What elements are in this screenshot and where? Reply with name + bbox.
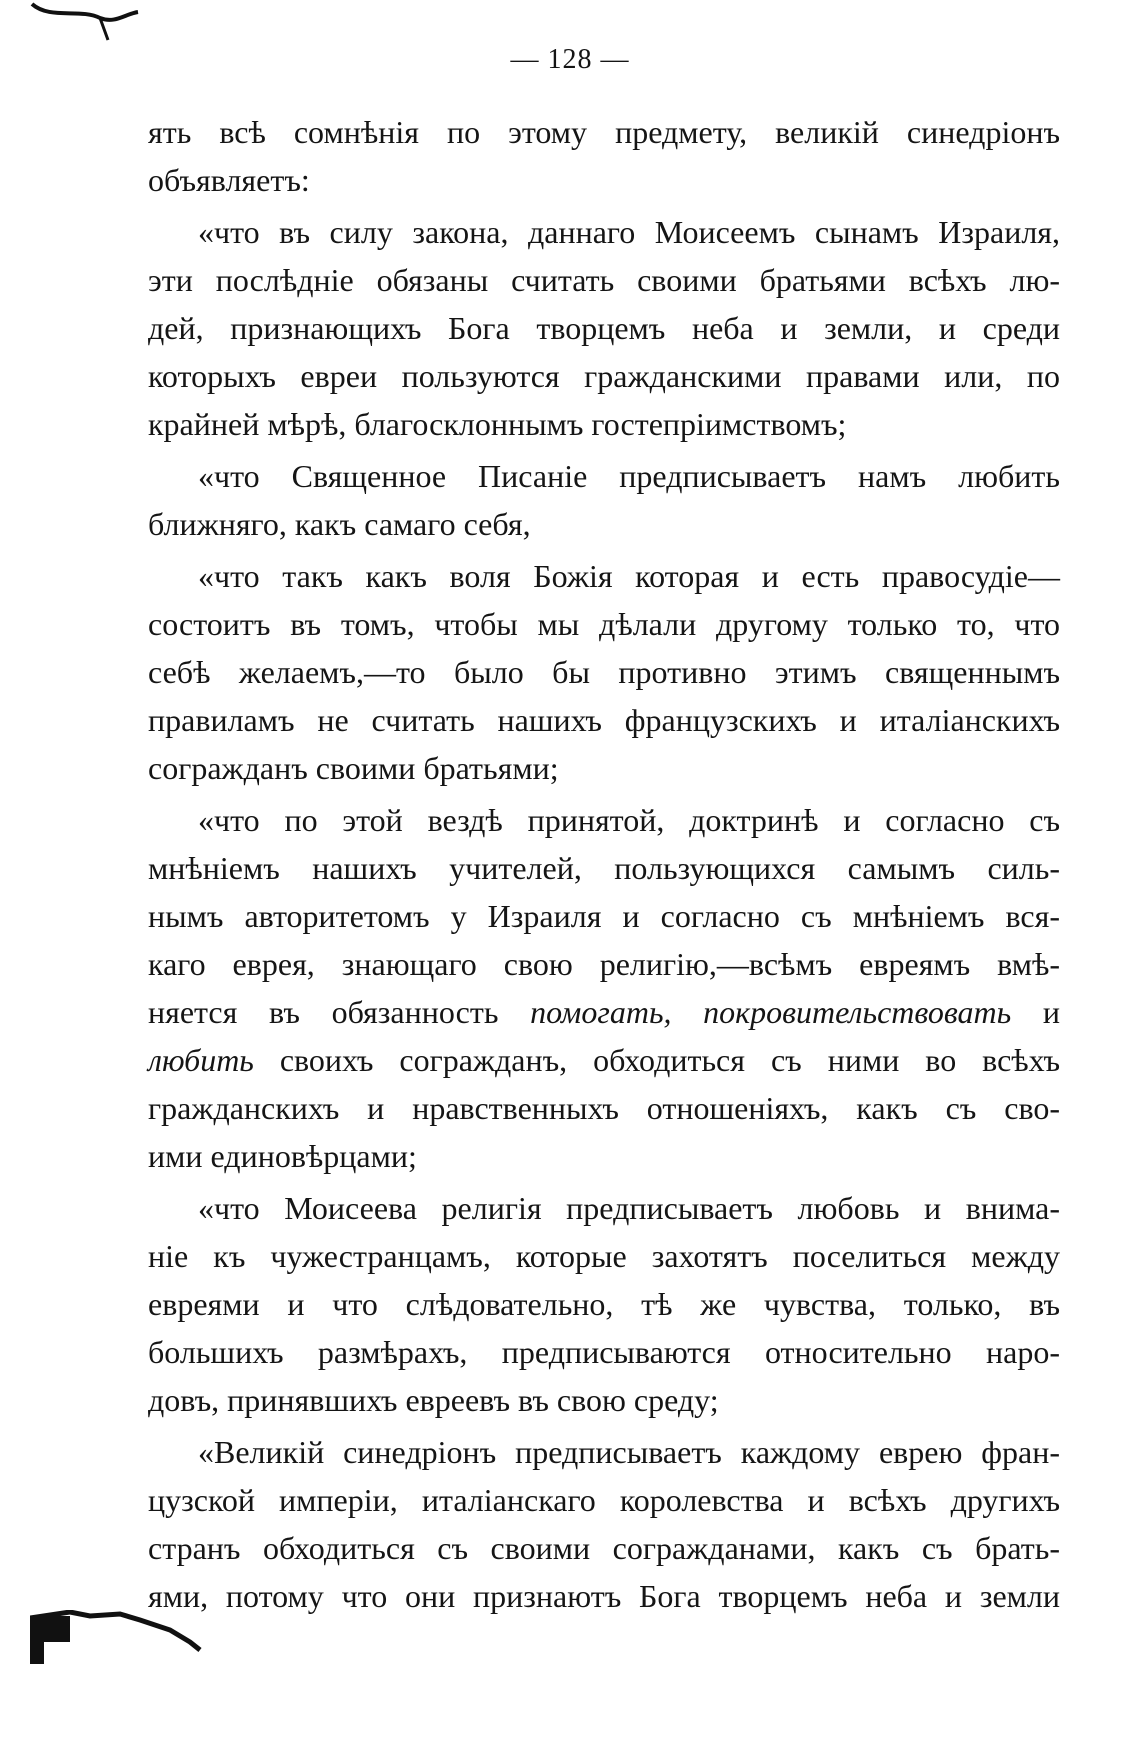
text-block <box>148 108 1060 1620</box>
text-line: нымъ авторитетомъ у Израиля и согласно съ мнѣніемъ вся- <box>148 898 1060 934</box>
text-segment: и <box>1011 994 1061 1030</box>
emphasized-text: помогать, покровительствовать <box>530 994 1012 1030</box>
text-line: ять всѣ сомнѣнія по этому предмету, великій синедріонъ <box>148 114 1060 150</box>
scan-smudge-top-left <box>30 0 140 50</box>
paragraph <box>148 1184 1060 1424</box>
text-line: ніе къ чужестранцамъ, которые захотятъ поселиться между <box>148 1238 1060 1274</box>
paragraph <box>148 552 1060 792</box>
paragraph <box>148 208 1060 448</box>
text-line: странъ обходиться съ своими согражданами, какъ съ брать- <box>148 1530 1060 1566</box>
text-line: эти послѣдніе обязаны считать своими братьями всѣхъ лю- <box>148 262 1060 298</box>
text-segment: няется въ обязанность <box>148 994 531 1030</box>
paragraph <box>148 796 1060 1180</box>
scan-smudge-bottom-left <box>30 1610 210 1670</box>
text-line: «что Моисеева религія предписываетъ любовь и внима- <box>198 1190 1060 1226</box>
text-line: «что Священное Писаніе предписываетъ намъ любить <box>198 458 1060 494</box>
text-line: «что такъ какъ воля Божія которая и есть правосудіе— <box>198 558 1060 594</box>
paragraph <box>148 452 1060 548</box>
text-line: объявляетъ: <box>148 162 310 198</box>
text-line: «Великій синедріонъ предписываетъ каждому еврею фран- <box>198 1434 1060 1470</box>
text-line: гражданскихъ и нравственныхъ отношеніяхъ, какъ съ сво- <box>148 1090 1060 1126</box>
text-line: цузской имперіи, италіанскаго королевства и всѣхъ другихъ <box>148 1482 1060 1518</box>
text-segment: своихъ согражданъ, обходиться съ ними во всѣхъ <box>253 1042 1060 1078</box>
text-line <box>148 988 1060 1036</box>
text-line: дей, признающихъ Бога творцемъ неба и земли, и среди <box>148 310 1060 346</box>
paragraph <box>148 1428 1060 1620</box>
text-line: себѣ желаемъ,—то было бы противно этимъ священнымъ <box>148 654 1060 690</box>
text-line: согражданъ своими братьями; <box>148 750 559 786</box>
text-line: «что въ силу закона, даннаго Моисеемъ сынамъ Израиля, <box>198 214 1060 250</box>
text-line: евреями и что слѣдовательно, тѣ же чувства, только, въ <box>148 1286 1060 1322</box>
page-number: — 128 — <box>510 44 630 75</box>
paragraph <box>148 108 1060 204</box>
text-line: большихъ размѣрахъ, предписываются относительно наро- <box>148 1334 1060 1370</box>
text-line <box>148 1036 1060 1084</box>
text-line: каго еврея, знающаго свою религію,—всѣмъ евреямъ вмѣ- <box>148 946 1060 982</box>
text-line: правиламъ не считать нашихъ французскихъ и италіанскихъ <box>148 702 1060 738</box>
text-line: ими единовѣрцами; <box>148 1138 417 1174</box>
text-line: ближняго, какъ самаго себя, <box>148 506 531 542</box>
text-line: крайней мѣрѣ, благосклоннымъ гостепріимствомъ; <box>148 406 847 442</box>
text-line: которыхъ евреи пользуются гражданскими правами или, по <box>148 358 1060 394</box>
text-line: мнѣніемъ нашихъ учителей, пользующихся самымъ силь- <box>148 850 1060 886</box>
text-line: ями, потому что они признаютъ Бога творцемъ неба и земли <box>148 1578 1060 1614</box>
text-line: «что по этой вездѣ принятой, доктринѣ и согласно съ <box>198 802 1060 838</box>
text-line: состоитъ въ томъ, чтобы мы дѣлали другому только то, что <box>148 606 1060 642</box>
emphasized-text: любить <box>148 1042 254 1078</box>
text-line: довъ, принявшихъ евреевъ въ свою среду; <box>148 1382 719 1418</box>
